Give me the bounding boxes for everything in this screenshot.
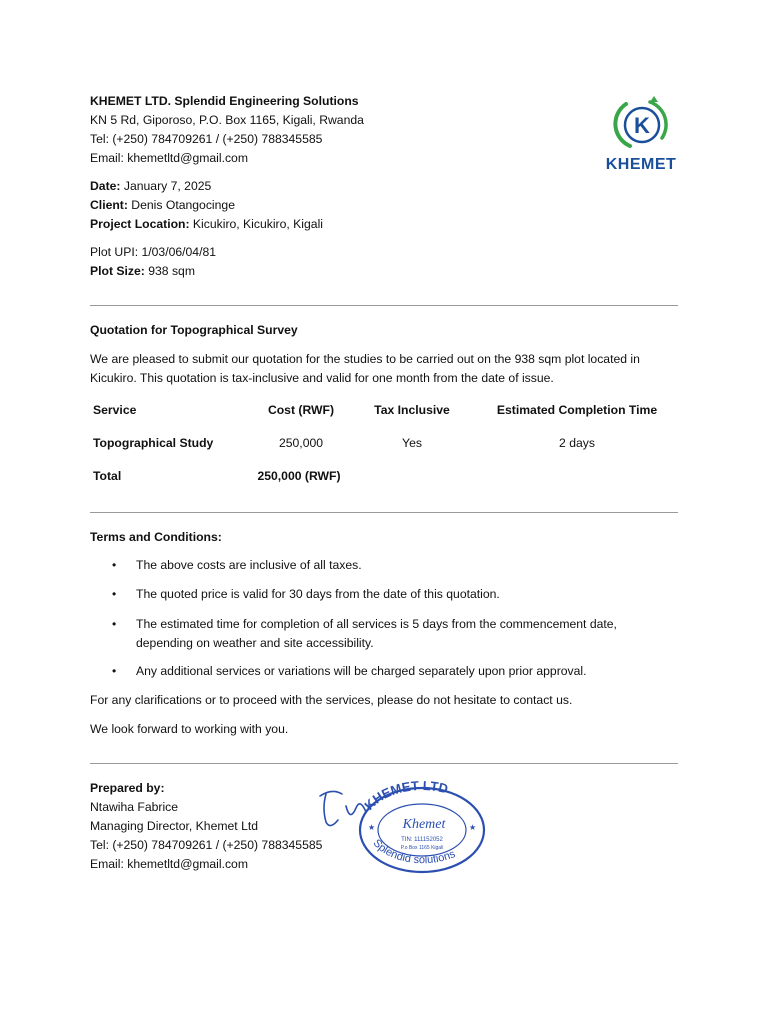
stamp-star-left-icon: ★	[368, 823, 376, 832]
bullet-2: •	[112, 587, 117, 601]
stamp-top-text: KHEMET LTD	[361, 778, 450, 813]
stamp-tin: TIN: 111152052	[401, 837, 443, 843]
preparer-tel: Tel: (+250) 784709261 / (+250) 788345585	[90, 838, 323, 852]
term-3: The estimated time for completion of all services is 5 days from the commencement date, depending on weather and site accessibility.	[136, 617, 617, 650]
quotation-intro-line-2: Kicukiro. This quotation is tax-inclusive and valid for one month from the date of issue.	[90, 371, 554, 385]
quotation-intro-line-1: We are pleased to submit our quotation for the studies to be carried out on the 938 sqm plot located in	[90, 352, 640, 366]
stamp-bottom-text: Splendid solutions	[370, 837, 458, 867]
divider-3	[90, 763, 678, 764]
company-address: KN 5 Rd, Giporoso, P.O. Box 1165, Kigali, Rwanda	[90, 113, 364, 127]
logo-letter: K	[634, 113, 650, 138]
plot-upi: Plot UPI: 1/03/06/04/81	[90, 245, 217, 259]
divider-2	[90, 512, 678, 513]
table-total-value: 250,000 (RWF)	[257, 469, 341, 483]
table-header-tax: Tax Inclusive	[374, 403, 450, 417]
stamp-center-text: Khemet	[402, 817, 446, 832]
preparer-title: Managing Director, Khemet Ltd	[90, 819, 259, 833]
table-header-service: Service	[93, 403, 137, 417]
preparer-email: Email: khemetltd@gmail.com	[90, 857, 248, 871]
closing-thanks: We look forward to working with you.	[90, 722, 289, 736]
location-label: Project Location:	[90, 217, 190, 231]
logo-wordmark: KHEMET	[605, 156, 677, 173]
bullet-4: •	[112, 664, 117, 678]
table-total-label: Total	[93, 469, 122, 483]
date-value: January 7, 2025	[120, 179, 212, 193]
bullet-1: •	[112, 558, 117, 572]
divider-1	[90, 305, 678, 306]
bullet-3: •	[112, 617, 117, 631]
location-line	[90, 215, 323, 234]
client-value: Denis Otangocinge	[127, 198, 235, 212]
quotation-heading: Quotation for Topographical Survey	[90, 323, 298, 337]
table-cell-completion: 2 days	[559, 436, 595, 450]
table-header-cost: Cost (RWF)	[267, 403, 335, 417]
stamp-star-right-icon: ★	[469, 823, 477, 832]
prepared-by-label: Prepared by:	[90, 781, 165, 795]
company-stamp	[312, 778, 492, 878]
closing-contact: For any clarifications or to proceed with the services, please do not hesitate to contact us.	[90, 693, 573, 707]
table-cell-cost: 250,000	[278, 436, 324, 450]
plot-size-value: 938 sqm	[144, 264, 195, 278]
terms-heading: Terms and Conditions:	[90, 530, 222, 544]
signature	[320, 791, 366, 825]
location-value: Kicukiro, Kicukiro, Kigali	[189, 217, 323, 231]
term-4: Any additional services or variations will be charged separately upon prior approval.	[136, 664, 587, 678]
date-label: Date:	[90, 179, 121, 193]
plot-size-line	[90, 262, 195, 281]
date-line	[90, 177, 211, 196]
client-line	[90, 196, 235, 215]
client-label: Client:	[90, 198, 128, 212]
plot-size-label: Plot Size:	[90, 264, 145, 278]
term-1: The above costs are inclusive of all taxes.	[136, 558, 362, 572]
company-name: KHEMET LTD. Splendid Engineering Solutions	[90, 94, 359, 108]
preparer-name: Ntawiha Fabrice	[90, 800, 179, 814]
company-tel: Tel: (+250) 784709261 / (+250) 788345585	[90, 132, 323, 146]
table-cell-tax: Yes	[402, 436, 422, 450]
svg-text:KHEMET LTD	[361, 778, 449, 813]
stamp-box: P.o Box 1165 Kigali	[400, 845, 444, 851]
table-header-completion: Estimated Completion Time	[496, 403, 658, 417]
company-email: Email: khemetltd@gmail.com	[90, 151, 248, 165]
term-2: The quoted price is valid for 30 days from the date of this quotation.	[136, 587, 500, 601]
table-cell-service: Topographical Study	[93, 436, 214, 450]
